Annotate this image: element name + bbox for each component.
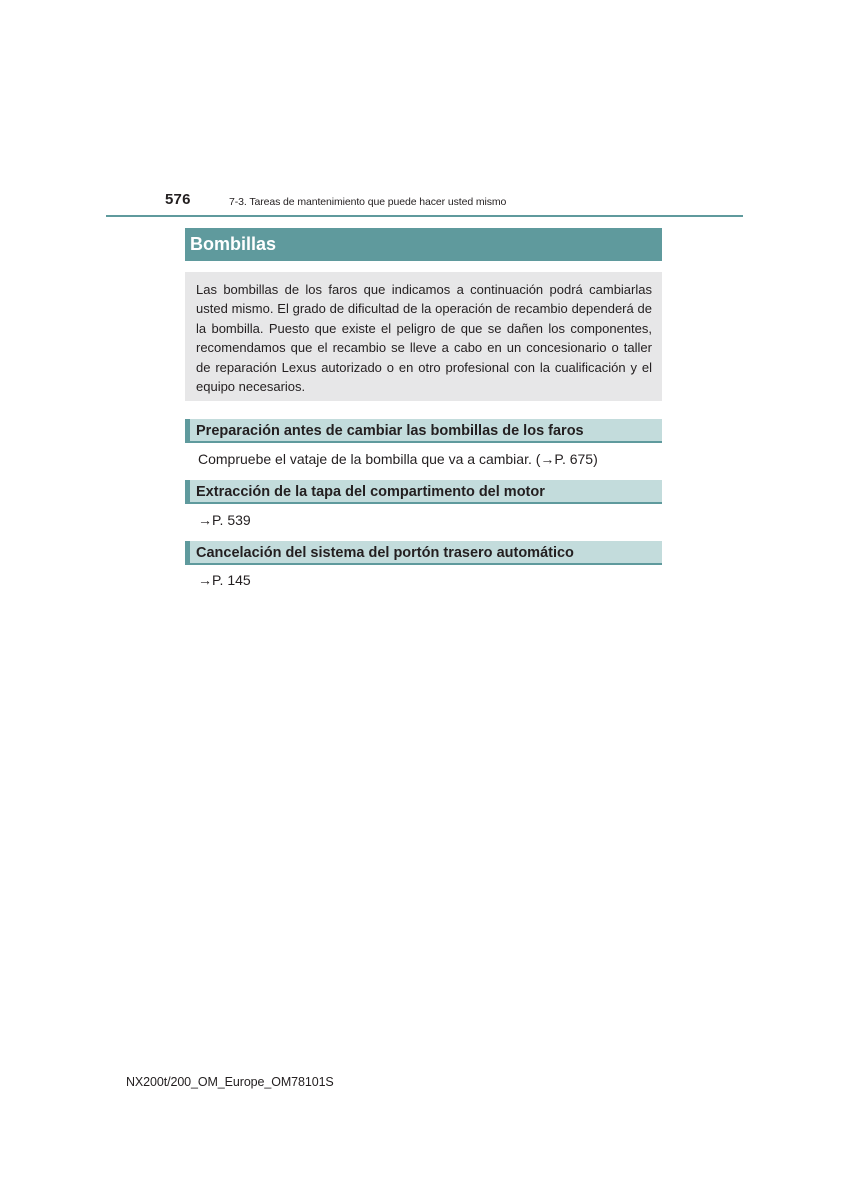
heading-accent xyxy=(185,419,190,441)
subsection-heading-engine-cover xyxy=(185,480,662,504)
running-head: 7-3. Tareas de mantenimiento que puede hacer usted mismo xyxy=(229,196,507,208)
subsection-body-engine-cover: →P. 539 xyxy=(198,512,251,528)
section-title: Bombillas xyxy=(190,234,277,254)
heading-accent xyxy=(185,541,190,563)
section-title-bar xyxy=(185,228,662,261)
subsection-body-power-tailgate: →P. 145 xyxy=(198,572,251,588)
subsection-heading-power-tailgate xyxy=(185,541,662,565)
subsection-body-preparation: Compruebe el vataje de la bombilla que va a cambiar. (→P. 675) xyxy=(198,451,598,467)
subsection-heading-text: Cancelación del sistema del portón trasero automático xyxy=(196,545,574,561)
subsection-heading-text: Preparación antes de cambiar las bombillas de los faros xyxy=(196,423,584,439)
header-rule xyxy=(106,215,743,217)
footer-document-code: NX200t/200_OM_Europe_OM78101S xyxy=(126,1075,334,1089)
page-number: 576 xyxy=(165,191,191,208)
subsection-heading-text: Extracción de la tapa del compartimento del motor xyxy=(196,484,545,500)
heading-accent xyxy=(185,480,190,502)
intro-text: Las bombillas de los faros que indicamos a continuación podrá cambiarlas usted mismo. El grado de dificultad de la operación de recambio dependerá de la bombilla. Puesto que existe el peligro de que se dañen los componentes, recomendamos que el recambio se lleve a cabo en un concesionario o taller de reparación Lexus autorizado o en otro profesional con la cualificación y el equipo necesarios. xyxy=(196,282,652,395)
intro-box xyxy=(185,272,662,401)
subsection-heading-preparation xyxy=(185,419,662,443)
